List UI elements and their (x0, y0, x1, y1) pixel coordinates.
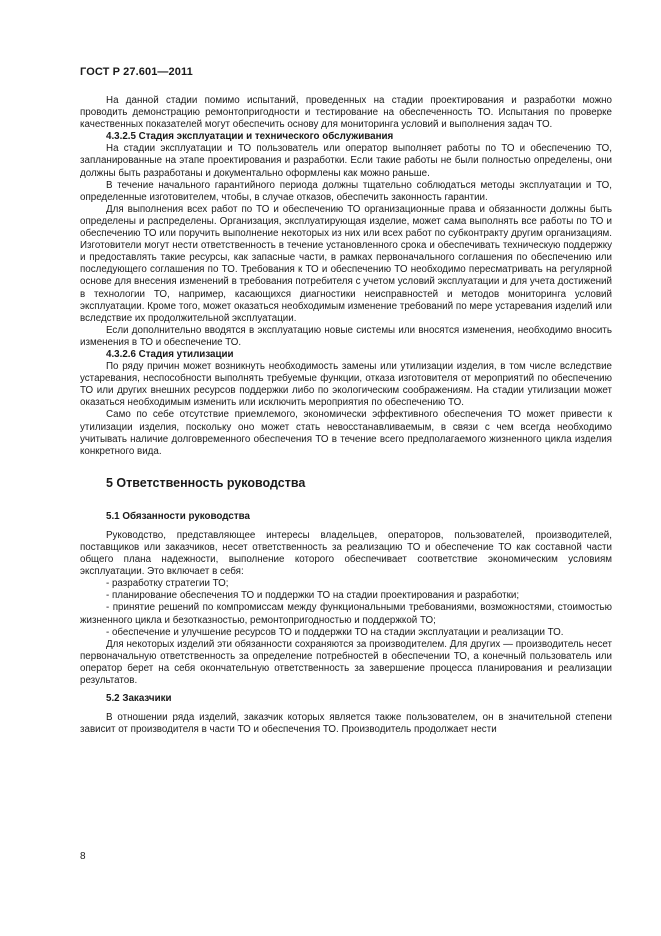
list-item: - обеспечение и улучшение ресурсов ТО и поддержки ТО на стадии эксплуатации и реализации ТО. (106, 626, 564, 638)
paragraph: Само по себе отсутствие приемлемого, экономически эффективного обеспечения ТО может привести к утилизации изделия, поскольку оно может стать невосстанавливаемым, в связи с чем всегда необходимо учитывать наличие долговременного обеспечения ТО в течение всего предполагаемого жизненного цикла изделия конкретного вида. (80, 409, 612, 457)
page-number: 8 (80, 851, 86, 862)
paragraph: Если дополнительно вводятся в эксплуатацию новые системы или вносятся изменения, необходимо вносить изменения в ТО и обеспечение ТО. (80, 324, 612, 348)
list-item: - принятие решений по компромиссам между функциональными требованиями, возможностями, стоимостью жизненного цикла и безотказностью, ремонтопригодностью и поддержкой ТО; (80, 602, 612, 626)
section-heading-5-1: 5.1 Обязанности руководства (106, 510, 250, 522)
section-heading-5: 5 Ответственность руководства (106, 475, 306, 490)
paragraph: В отношении ряда изделий, заказчик которых является также пользователем, он в значительной степени зависит от производителя в части ТО и обеспечения ТО. Производитель продолжает нести (80, 712, 612, 736)
paragraph: Для некоторых изделий эти обязанности сохраняются за производителем. Для других — производитель несет первоначальную ответственность за определение потребностей в обеспечении ТО, а конечный пользователь или оператор берет на себя окончательную ответственность за завершение процесса планирования и реализации результатов. (80, 638, 612, 687)
section-heading-4-3-2-5: 4.3.2.5 Стадия эксплуатации и технического обслуживания (106, 131, 394, 143)
paragraph: На стадии эксплуатации и ТО пользователь или оператор выполняет работы по ТО и обеспечению ТО, запланированные на этапе проектирования и разработки. Если такие работы не были полностью определены, они должны быть разработаны и документально оформлены как можно раньше. (80, 143, 612, 179)
section-heading-5-2: 5.2 Заказчики (106, 693, 172, 705)
paragraph: В течение начального гарантийного периода должны тщательно соблюдаться методы эксплуатации и ТО, определенные изготовителем, чтобы, в случае отказов, обеспечить законность гарантии. (80, 179, 612, 203)
paragraph: На данной стадии помимо испытаний, проведенных на стадии проектирования и разработки можно проводить демонстрацию ремонтопригодности и тестирование на обеспеченность ТО. Испытания по проверке качественных показателей могут обеспечить основу для мониторинга условий и выполнения задач ТО. (80, 95, 612, 131)
section-heading-4-3-2-6: 4.3.2.6 Стадия утилизации (106, 348, 234, 360)
list-item: - планирование обеспечения ТО и поддержки ТО на стадии проектирования и разработки; (106, 590, 520, 602)
list-item: - разработку стратегии ТО; (106, 578, 229, 590)
paragraph: По ряду причин может возникнуть необходимость замены или утилизации изделия, в том числе вследствие устаревания, неспособности выполнять требуемые функции, отказа изготовителя от мероприятий по обеспечению ТО или других внешних ресурсов поддержки либо по экологическим соображениям. На стадии утилизации может оказаться необходимым изменить или исключить мероприятия по обеспечению ТО. (80, 361, 612, 409)
paragraph: Для выполнения всех работ по ТО и обеспечению ТО организационные права и обязанности должны быть определены и распределены. Организация, эксплуатирующая изделие, может сама выполнять все работы по ТО и обеспечению ТО или поручить выполнение некоторых из них или всех работ по субконтракту другим организациям. Изготовители могут нести ответственность в течение установленного срока и обеспечивать техническую поддержку и предоставлять такие ресурсы, как запасные части, в рамках первоначального соглашения по обеспечению или последующего соглашения по ТО. Требования к ТО и обеспечению ТО необходимо пересматривать на регулярной основе для внесения изменений в требования потребителя с учетом условий эксплуатации и для учета достижений в технологии ТО, например, касающихся диагностики неисправностей и методов мониторинга условий эксплуатации. Кроме того, может оказаться необходимым изменение требований по мере устаревания изделий или вследствие их продолжительной эксплуатации. (80, 203, 612, 324)
paragraph: Руководство, представляющее интересы владельцев, операторов, пользователей, производителей, поставщиков или заказчиков, несет ответственность за реализацию ТО и обеспечение ТО как составной части общего плана надежности, выполнение которого обеспечивает соответствие экономическим условиям эксплуатации. Это включает в себя: (80, 529, 612, 578)
document-header: ГОСТ Р 27.601—2011 (80, 66, 193, 78)
document-body (80, 95, 612, 736)
